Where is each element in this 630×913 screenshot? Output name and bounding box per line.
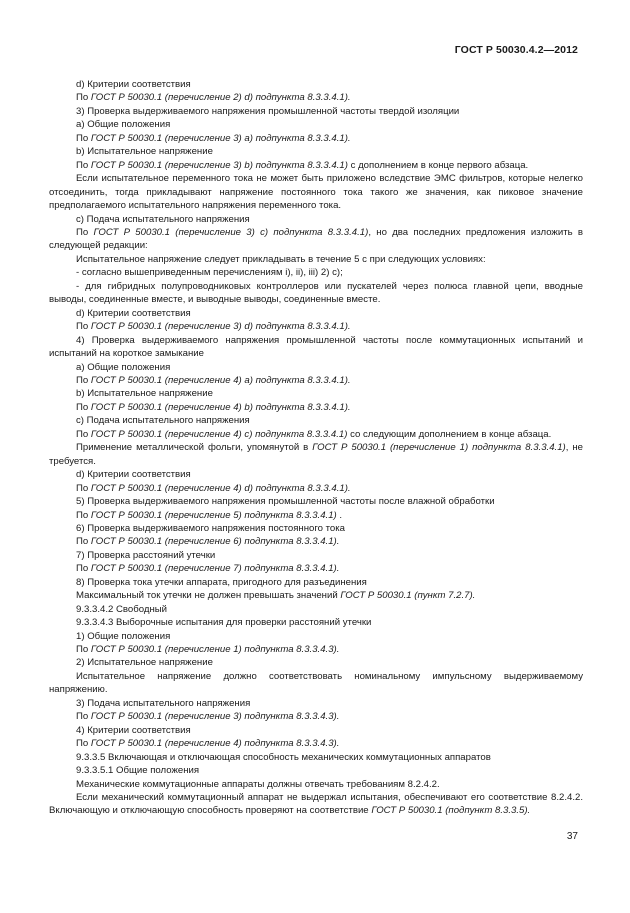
paragraph-text: По	[76, 563, 91, 575]
paragraph	[49, 159, 583, 172]
paragraph	[49, 751, 583, 764]
paragraph-text: 7) Проверка расстояний утечки	[76, 549, 216, 561]
paragraph-text: с дополнением в конце первого абзаца.	[347, 159, 529, 171]
paragraph-text: - для гибридных полупроводниковых контроллеров или пускателей через полюса главной цепи, вводные выводы, соединенные вместе, и выводные выводы, соединенные вместе.	[49, 280, 583, 306]
paragraph-text: 6) Проверка выдерживаемого напряжения постоянного тока	[76, 522, 346, 534]
paragraph-text: b) Испытательное напряжение	[76, 388, 213, 400]
paragraph-text: Испытательное напряжение следует прикладывать в течение 5 с при следующих условиях:	[76, 253, 486, 265]
reference-text: ГОСТ Р 50030.1 (перечисление 4) подпункта 8.3.3.4.3).	[90, 738, 340, 750]
paragraph	[49, 630, 583, 643]
paragraph	[49, 616, 583, 629]
paragraph-text: 3) Проверка выдерживаемого напряжения промышленной частоты твердой изоляции	[76, 105, 460, 117]
paragraph-text: По	[76, 711, 91, 723]
paragraph	[49, 603, 583, 616]
paragraph	[49, 334, 583, 361]
paragraph-text: 9.3.3.4.3 Выборочные испытания для проверки расстояний утечки	[76, 617, 372, 629]
paragraph	[49, 482, 583, 495]
paragraph-text: Испытательное напряжение должно соответствовать номинальному импульсному выдерживаемому напряжению.	[49, 670, 583, 696]
paragraph-text: c) Подача испытательного напряжения	[76, 213, 250, 225]
page-number: 37	[566, 831, 578, 842]
paragraph	[49, 737, 583, 750]
paragraph-text: По	[76, 132, 91, 144]
paragraph-text: По	[76, 321, 91, 333]
paragraph-text: Механические коммутационные аппараты должны отвечать требованиям 8.2.4.2.	[76, 778, 440, 790]
paragraph	[49, 213, 583, 226]
paragraph-text: 4) Проверка выдерживаемого напряжения промышленной частоты после коммутационных испытаний и испытаний на короткое замыкание	[49, 334, 583, 360]
reference-text: ГОСТ Р 50030.1 (перечисление 3) b) подпункта 8.3.3.4.1)	[90, 159, 348, 171]
paragraph	[49, 387, 583, 400]
paragraph	[49, 118, 583, 131]
paragraph	[49, 320, 583, 333]
reference-text: ГОСТ Р 50030.1 (перечисление 6) подпункта 8.3.3.4.1).	[90, 536, 340, 548]
paragraph-text: 3) Подача испытательного напряжения	[76, 697, 251, 709]
paragraph	[49, 589, 583, 602]
paragraph	[49, 670, 583, 697]
paragraph-text: d) Критерии соответствия	[76, 469, 191, 481]
paragraph-text: d) Критерии соответствия	[76, 307, 191, 319]
paragraph	[49, 576, 583, 589]
reference-text: ГОСТ Р 50030.1 (перечисление 5) подпункта 8.3.3.4.1)	[90, 509, 337, 521]
paragraph	[49, 441, 583, 468]
paragraph-text: - согласно вышеприведенным перечислениям i), ii), iii) 2) c);	[76, 267, 343, 279]
paragraph-text: По	[76, 226, 94, 238]
paragraph-text: d) Критерии соответствия	[76, 79, 191, 90]
paragraph	[49, 643, 583, 656]
paragraph	[49, 495, 583, 508]
document-header: ГОСТ Р 50030.4.2—2012	[454, 44, 578, 56]
paragraph	[49, 562, 583, 575]
reference-text: ГОСТ Р 50030.1 (перечисление 3) c) подпункта 8.3.3.4.1)	[93, 226, 369, 238]
paragraph-text: 9.3.3.5 Включающая и отключающая способность механических коммутационных аппаратов	[76, 751, 491, 763]
paragraph	[49, 145, 583, 158]
paragraph	[49, 522, 583, 535]
paragraph-text: По	[76, 374, 91, 386]
reference-text: ГОСТ Р 50030.1 (перечисление 4) c) подпункта 8.3.3.4.1)	[90, 428, 348, 440]
paragraph-text: По	[76, 644, 91, 656]
reference-text: ГОСТ Р 50030.1 (перечисление 3) подпункта 8.3.3.4.3).	[90, 711, 340, 723]
paragraph-text: По	[76, 482, 91, 494]
paragraph	[49, 78, 583, 91]
paragraph-text: .	[336, 509, 343, 521]
paragraph-text: По	[76, 92, 91, 104]
paragraph-text: 4) Критерии соответствия	[76, 724, 191, 736]
paragraph-text: c) Подача испытательного напряжения	[76, 415, 250, 427]
paragraph-text: , не требуется.	[49, 442, 583, 467]
paragraph-text: По	[76, 509, 91, 521]
paragraph-text: Если испытательное переменного тока не может быть приложено вследствие ЭМС фильтров, которые нелегко отсоединить, тогда прикладывают напряжение постоянного тока такого же значения, как пиковое значение предполагаемого испытательного напряжения переменного тока.	[49, 173, 583, 212]
paragraph-text: По	[76, 159, 91, 171]
paragraph	[49, 535, 583, 548]
document-body	[49, 78, 583, 818]
paragraph-text: По	[76, 428, 91, 440]
paragraph	[49, 266, 583, 279]
paragraph	[49, 105, 583, 118]
reference-text: ГОСТ Р 50030.1 (пункт 7.2.7).	[340, 590, 476, 602]
paragraph	[49, 361, 583, 374]
paragraph	[49, 549, 583, 562]
paragraph	[49, 280, 583, 307]
paragraph	[49, 401, 583, 414]
paragraph-text: 9.3.3.5.1 Общие положения	[76, 765, 200, 777]
paragraph	[49, 710, 583, 723]
reference-text: ГОСТ Р 50030.1 (перечисление 2) d) подпункта 8.3.3.4.1).	[90, 92, 351, 104]
paragraph-text: Максимальный ток утечки не должен превышать значений	[76, 590, 341, 602]
paragraph	[49, 91, 583, 104]
paragraph	[49, 414, 583, 427]
paragraph-text: 1) Общие положения	[76, 630, 171, 642]
paragraph	[49, 724, 583, 737]
paragraph-text: , но два последних предложения изложить в следующей редакции:	[49, 226, 583, 252]
paragraph	[49, 778, 583, 791]
reference-text: ГОСТ Р 50030.1 (перечисление 1) подпункта 8.3.3.4.1)	[312, 442, 566, 454]
reference-text: ГОСТ Р 50030.1 (подпункт 8.3.3.5).	[371, 805, 531, 817]
paragraph-text: Если механический коммутационный аппарат не выдержал испытания, обеспечивают его соответствие 8.2.4.2. Включающую и отключающую способность проверяют на соответствие	[49, 792, 583, 817]
paragraph-text: b) Испытательное напряжение	[76, 146, 213, 158]
paragraph	[49, 656, 583, 669]
reference-text: ГОСТ Р 50030.1 (перечисление 4) a) подпункта 8.3.3.4.1).	[90, 374, 351, 386]
paragraph	[49, 132, 583, 145]
paragraph-text: со следующим дополнением в конце абзаца.	[347, 428, 552, 440]
paragraph-text: 5) Проверка выдерживаемого напряжения промышленной частоты после влажной обработки	[76, 496, 495, 508]
paragraph-text: Применение металлической фольги, упомянутой в	[76, 442, 313, 454]
reference-text: ГОСТ Р 50030.1 (перечисление 7) подпункта 8.3.3.4.1).	[90, 563, 340, 575]
paragraph	[49, 172, 583, 212]
paragraph	[49, 764, 583, 777]
paragraph-text: По	[76, 738, 91, 750]
paragraph	[49, 509, 583, 522]
paragraph	[49, 226, 583, 253]
paragraph	[49, 374, 583, 387]
paragraph	[49, 697, 583, 710]
paragraph-text: 8) Проверка тока утечки аппарата, пригодного для разъединения	[76, 576, 367, 588]
paragraph-text: 9.3.3.4.2 Свободный	[76, 603, 168, 615]
paragraph-text: 2) Испытательное напряжение	[76, 657, 213, 669]
paragraph	[49, 468, 583, 481]
reference-text: ГОСТ Р 50030.1 (перечисление 1) подпункта 8.3.3.4.3).	[90, 644, 340, 656]
reference-text: ГОСТ Р 50030.1 (перечисление 3) a) подпункта 8.3.3.4.1).	[90, 132, 351, 144]
paragraph	[49, 307, 583, 320]
paragraph	[49, 791, 583, 818]
paragraph-text: По	[76, 401, 91, 413]
paragraph	[49, 428, 583, 441]
reference-text: ГОСТ Р 50030.1 (перечисление 3) d) подпункта 8.3.3.4.1).	[90, 321, 351, 333]
paragraph-text: a) Общие положения	[76, 361, 171, 373]
reference-text: ГОСТ Р 50030.1 (перечисление 4) b) подпункта 8.3.3.4.1).	[90, 401, 351, 413]
paragraph-text: По	[76, 536, 91, 548]
paragraph	[49, 253, 583, 266]
paragraph-text: a) Общие положения	[76, 119, 171, 131]
reference-text: ГОСТ Р 50030.1 (перечисление 4) d) подпункта 8.3.3.4.1).	[90, 482, 351, 494]
